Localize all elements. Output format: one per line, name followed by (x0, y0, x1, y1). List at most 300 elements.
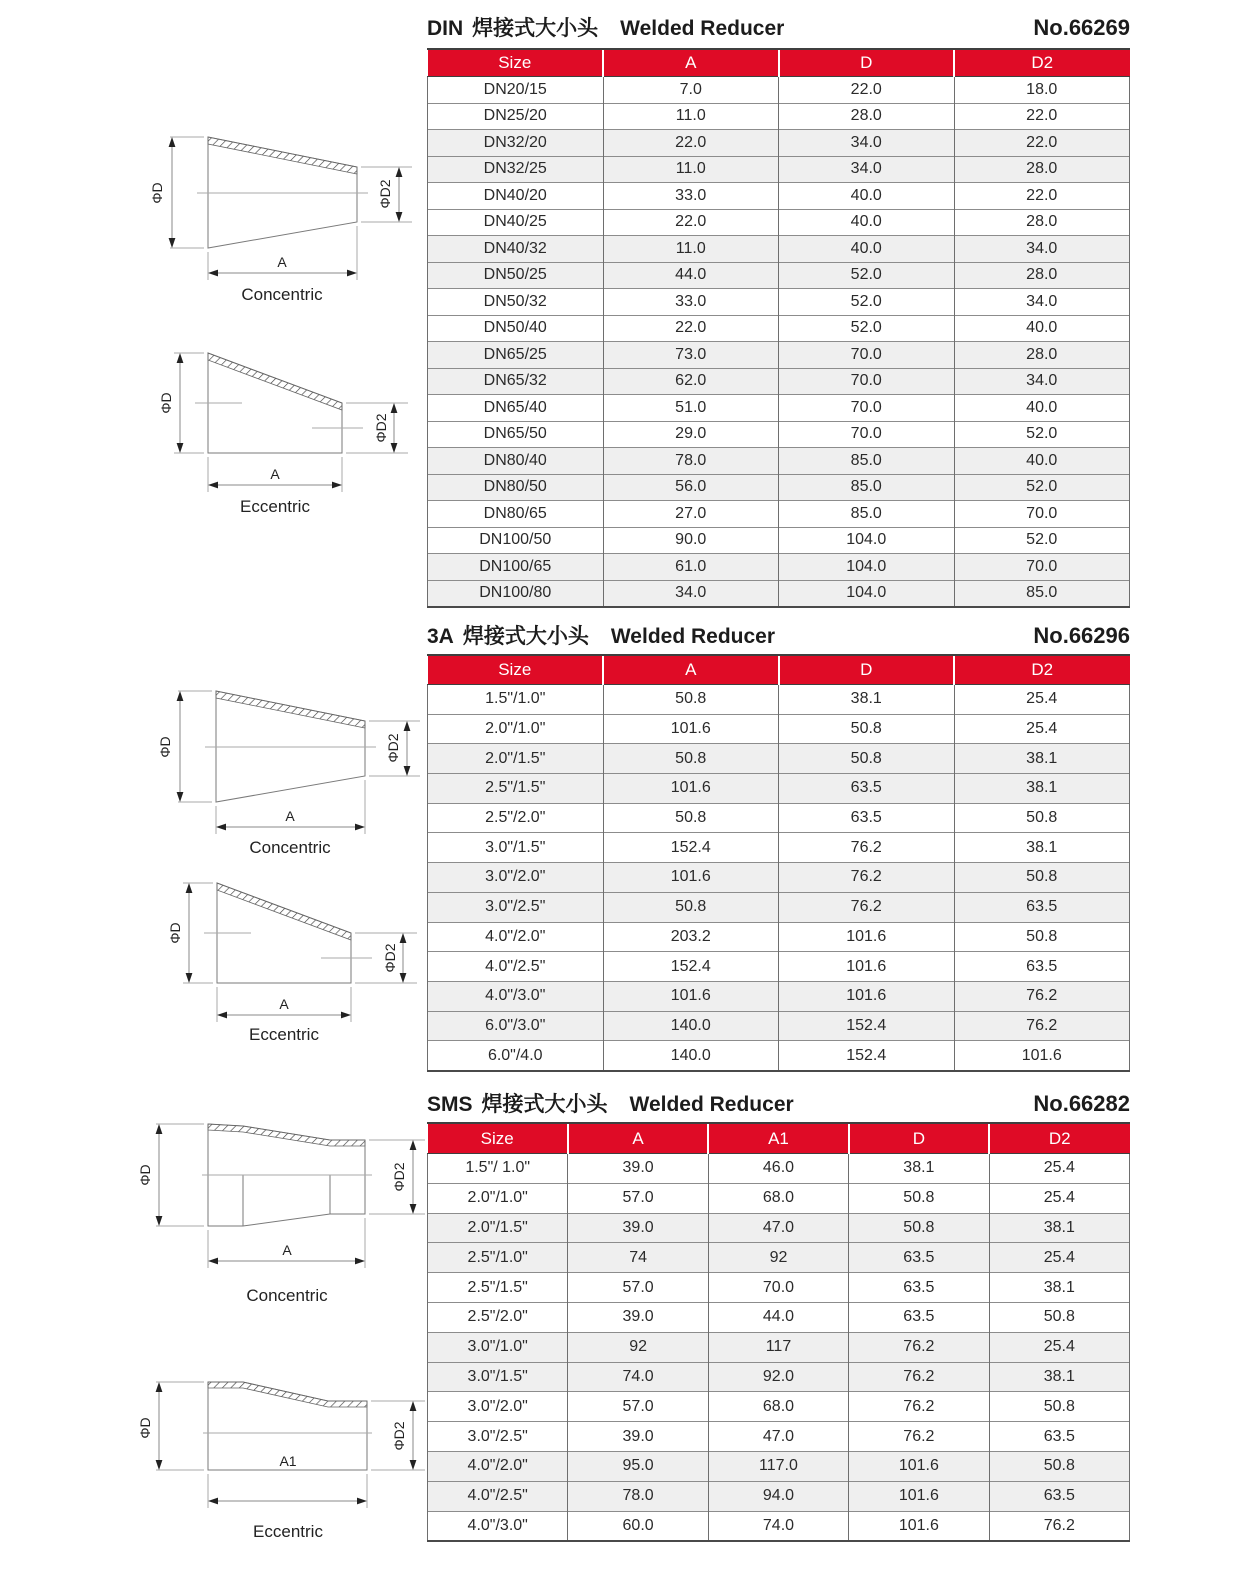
table-row (428, 421, 1130, 448)
cell: 90.0 (603, 527, 779, 554)
cell: DN50/25 (428, 262, 604, 289)
column-header: D (849, 1124, 989, 1154)
cell: 50.8 (779, 744, 955, 774)
table-row (428, 1362, 1130, 1392)
cell: 33.0 (603, 183, 779, 210)
diagram-caption: Eccentric (253, 1522, 323, 1541)
cell: 76.2 (849, 1392, 989, 1422)
cell: 2.5"/1.5" (428, 1273, 568, 1303)
cell: 70.0 (954, 501, 1130, 528)
cell: 38.1 (989, 1273, 1129, 1303)
cell: 152.4 (603, 833, 779, 863)
cell: 52.0 (779, 315, 955, 342)
cell: 94.0 (708, 1481, 848, 1511)
din-reducer-table (427, 50, 1130, 608)
cell: 57.0 (568, 1273, 708, 1303)
cell: 25.4 (989, 1243, 1129, 1273)
cell: 4.0"/2.0" (428, 922, 604, 952)
catalog-number: No.66296 (1033, 623, 1130, 648)
a-label: A (285, 808, 295, 824)
table-row (428, 774, 1130, 804)
column-header: Size (428, 50, 604, 77)
cell: 76.2 (954, 1011, 1130, 1041)
phi-d2-label: ΦD2 (373, 413, 389, 443)
cell: 25.4 (989, 1332, 1129, 1362)
table-row (428, 474, 1130, 501)
cell: 152.4 (603, 952, 779, 982)
section-title-sms (427, 1088, 1130, 1118)
cell: 101.6 (779, 952, 955, 982)
column-header: D2 (954, 50, 1130, 77)
cell: 4.0"/2.5" (428, 1481, 568, 1511)
cell: 3.0"/2.0" (428, 863, 604, 893)
section-title-din (427, 12, 1130, 42)
cell: 50.8 (954, 803, 1130, 833)
cell: 50.8 (954, 863, 1130, 893)
cell: 4.0"/3.0" (428, 981, 604, 1011)
header-row (428, 50, 1130, 77)
cell: 57.0 (568, 1183, 708, 1213)
cell: 34.0 (779, 156, 955, 183)
cell: 25.4 (989, 1183, 1129, 1213)
cell: 28.0 (954, 262, 1130, 289)
cell: 74.0 (708, 1511, 848, 1541)
cell: 60.0 (568, 1511, 708, 1541)
cell: 51.0 (603, 395, 779, 422)
cell: 40.0 (779, 209, 955, 236)
cell: 28.0 (954, 156, 1130, 183)
cell: 117.0 (708, 1451, 848, 1481)
cell: 74.0 (568, 1362, 708, 1392)
cell: 1.5"/ 1.0" (428, 1154, 568, 1184)
cell: 52.0 (954, 421, 1130, 448)
3a-reducer-table (427, 656, 1130, 1072)
table-header (428, 50, 1130, 77)
cell: 34.0 (779, 130, 955, 157)
phi-d-label: ΦD (157, 736, 173, 758)
cell: 22.0 (603, 130, 779, 157)
cell: 3.0"/1.5" (428, 833, 604, 863)
column-header: D (779, 656, 955, 685)
cell: 76.2 (779, 892, 955, 922)
title-english: Welded Reducer (620, 17, 785, 40)
table-row (428, 1273, 1130, 1303)
cell: DN100/80 (428, 580, 604, 607)
cell: 50.8 (849, 1183, 989, 1213)
cell: 2.5"/1.5" (428, 774, 604, 804)
table-row (428, 183, 1130, 210)
cell: 40.0 (954, 448, 1130, 475)
cell: 85.0 (779, 448, 955, 475)
cell: 95.0 (568, 1451, 708, 1481)
diagram-caption: Concentric (246, 1286, 328, 1305)
cell: 25.4 (954, 685, 1130, 715)
table-row (428, 1511, 1130, 1541)
3a-table-wrap (427, 654, 1130, 1072)
table-row (428, 156, 1130, 183)
cell: 28.0 (779, 103, 955, 130)
cell: 22.0 (954, 183, 1130, 210)
cell: 70.0 (708, 1273, 848, 1303)
cell: 2.0"/1.5" (428, 744, 604, 774)
section-title-3a (427, 620, 1130, 650)
cell: 44.0 (708, 1302, 848, 1332)
cell: DN32/20 (428, 130, 604, 157)
a-label: A (282, 1242, 292, 1258)
cell: 34.0 (954, 236, 1130, 263)
table-row (428, 1243, 1130, 1273)
phi-d2-label: ΦD2 (377, 179, 393, 209)
column-header: Size (428, 1124, 568, 1154)
sms-table-wrap (427, 1122, 1130, 1542)
cell: 22.0 (954, 130, 1130, 157)
cell: 50.8 (603, 685, 779, 715)
din-eccentric-diagram (120, 330, 430, 500)
column-header: Size (428, 656, 604, 685)
cell: 34.0 (954, 289, 1130, 316)
table-row (428, 714, 1130, 744)
cell: 73.0 (603, 342, 779, 369)
cell: 11.0 (603, 236, 779, 263)
cell: 38.1 (989, 1362, 1129, 1392)
cell: 46.0 (708, 1154, 848, 1184)
cell: DN50/40 (428, 315, 604, 342)
cell: 63.5 (989, 1481, 1129, 1511)
cell: 40.0 (779, 183, 955, 210)
cell: 50.8 (603, 744, 779, 774)
cell: 63.5 (779, 803, 955, 833)
cell: 152.4 (779, 1011, 955, 1041)
cell: 6.0"/4.0 (428, 1041, 604, 1071)
cell: 2.5"/2.0" (428, 1302, 568, 1332)
cell: 33.0 (603, 289, 779, 316)
cell: 92 (568, 1332, 708, 1362)
cell: 50.8 (779, 714, 955, 744)
table-row (428, 448, 1130, 475)
table-row (428, 1451, 1130, 1481)
cell: 52.0 (954, 527, 1130, 554)
table-row (428, 685, 1130, 715)
table-row (428, 1302, 1130, 1332)
cell: 2.0"/1.5" (428, 1213, 568, 1243)
cell: 3.0"/2.5" (428, 1422, 568, 1452)
table-row (428, 1154, 1130, 1184)
table-row (428, 527, 1130, 554)
cell: 38.1 (779, 685, 955, 715)
cell: DN20/15 (428, 77, 604, 104)
cell: 76.2 (779, 863, 955, 893)
cell: 2.5"/1.0" (428, 1243, 568, 1273)
title-chinese: 焊接式大小头 (472, 17, 599, 40)
cell: 85.0 (779, 474, 955, 501)
table-row (428, 1481, 1130, 1511)
sms-eccentric-diagram (100, 1340, 430, 1515)
column-header: D2 (989, 1124, 1129, 1154)
diagram-caption: Concentric (241, 285, 323, 304)
cell: DN65/50 (428, 421, 604, 448)
cell: 117 (708, 1332, 848, 1362)
cell: DN32/25 (428, 156, 604, 183)
table-body (428, 1154, 1130, 1542)
cell: 76.2 (849, 1362, 989, 1392)
cell: 63.5 (989, 1422, 1129, 1452)
table-body (428, 685, 1130, 1071)
cell: 70.0 (779, 421, 955, 448)
table-row (428, 1041, 1130, 1071)
cell: DN40/25 (428, 209, 604, 236)
table-row (428, 554, 1130, 581)
table-row (428, 922, 1130, 952)
table-row (428, 262, 1130, 289)
cell: 38.1 (849, 1154, 989, 1184)
cell: 74 (568, 1243, 708, 1273)
a1-label: A1 (279, 1453, 297, 1469)
phi-d-label: ΦD (137, 1164, 153, 1186)
cell: 203.2 (603, 922, 779, 952)
table-row (428, 236, 1130, 263)
table-row (428, 1011, 1130, 1041)
a-label: A (279, 996, 289, 1012)
cell: 92 (708, 1243, 848, 1273)
cell: 22.0 (603, 209, 779, 236)
cell: 56.0 (603, 474, 779, 501)
column-header: D2 (954, 656, 1130, 685)
table-body (428, 77, 1130, 608)
cell: 101.6 (849, 1511, 989, 1541)
table-row (428, 342, 1130, 369)
a-label: A (277, 254, 287, 270)
cell: 85.0 (779, 501, 955, 528)
sms-concentric-diagram (100, 1100, 430, 1275)
table-row (428, 981, 1130, 1011)
cell: 25.4 (954, 714, 1130, 744)
cell: 68.0 (708, 1392, 848, 1422)
header-row (428, 656, 1130, 685)
table-row (428, 892, 1130, 922)
table-row (428, 1213, 1130, 1243)
cell: 11.0 (603, 103, 779, 130)
cell: 76.2 (989, 1511, 1129, 1541)
cell: 76.2 (779, 833, 955, 863)
cell: 101.6 (779, 981, 955, 1011)
cell: DN40/20 (428, 183, 604, 210)
cell: 50.8 (603, 803, 779, 833)
cell: 18.0 (954, 77, 1130, 104)
cell: 50.8 (989, 1392, 1129, 1422)
cell: 140.0 (603, 1041, 779, 1071)
3a-eccentric-diagram (129, 860, 439, 1030)
table-row (428, 395, 1130, 422)
cell: 78.0 (603, 448, 779, 475)
title-english: Welded Reducer (610, 625, 776, 648)
cell: 22.0 (779, 77, 955, 104)
column-header: A (568, 1124, 708, 1154)
cell: 63.5 (954, 952, 1130, 982)
column-header: D (779, 50, 955, 77)
cell: 4.0"/2.0" (428, 1451, 568, 1481)
cell: 63.5 (849, 1243, 989, 1273)
table-row (428, 863, 1130, 893)
cell: DN65/40 (428, 395, 604, 422)
cell: 140.0 (603, 1011, 779, 1041)
cell: 2.0"/1.0" (428, 714, 604, 744)
cell: 44.0 (603, 262, 779, 289)
phi-d2-label: ΦD2 (385, 733, 401, 763)
cell: 28.0 (954, 342, 1130, 369)
cell: 57.0 (568, 1392, 708, 1422)
cell: 7.0 (603, 77, 779, 104)
cell: 70.0 (779, 395, 955, 422)
cell: 104.0 (779, 527, 955, 554)
cell: DN100/50 (428, 527, 604, 554)
cell: 38.1 (954, 833, 1130, 863)
cell: 50.8 (989, 1451, 1129, 1481)
cell: DN65/32 (428, 368, 604, 395)
diagram-caption: Eccentric (240, 497, 310, 516)
catalog-number: No.66282 (1033, 1091, 1130, 1116)
diagram-caption: Concentric (249, 838, 331, 857)
cell: 40.0 (779, 236, 955, 263)
sms-reducer-table (427, 1124, 1130, 1542)
cell: 11.0 (603, 156, 779, 183)
cell: DN25/20 (428, 103, 604, 130)
cell: 63.5 (849, 1302, 989, 1332)
phi-d2-label: ΦD2 (391, 1162, 407, 1192)
table-row (428, 289, 1130, 316)
din-concentric-diagram (120, 110, 430, 290)
cell: 68.0 (708, 1183, 848, 1213)
3a-concentric-diagram (128, 664, 438, 844)
table-row (428, 833, 1130, 863)
table-row (428, 580, 1130, 607)
cell: 1.5"/1.0" (428, 685, 604, 715)
cell: 3.0"/2.0" (428, 1392, 568, 1422)
cell: 61.0 (603, 554, 779, 581)
table-row (428, 1392, 1130, 1422)
cell: 76.2 (954, 981, 1130, 1011)
cell: 50.8 (989, 1302, 1129, 1332)
cell: 2.5"/2.0" (428, 803, 604, 833)
cell: 101.6 (849, 1451, 989, 1481)
cell: 104.0 (779, 554, 955, 581)
diagram-caption: Eccentric (249, 1025, 319, 1044)
cell: 70.0 (779, 342, 955, 369)
cell: 3.0"/1.5" (428, 1362, 568, 1392)
table-row (428, 744, 1130, 774)
phi-d-label: ΦD (158, 392, 174, 414)
cell: 39.0 (568, 1302, 708, 1332)
cell: 63.5 (849, 1273, 989, 1303)
table-row (428, 501, 1130, 528)
cell: 62.0 (603, 368, 779, 395)
cell: 39.0 (568, 1154, 708, 1184)
cell: 25.4 (989, 1154, 1129, 1184)
phi-d-label: ΦD (137, 1417, 153, 1439)
cell: 63.5 (779, 774, 955, 804)
cell: 38.1 (989, 1213, 1129, 1243)
table-row (428, 952, 1130, 982)
cell: 101.6 (849, 1481, 989, 1511)
column-header: A (603, 50, 779, 77)
cell: DN80/65 (428, 501, 604, 528)
cell: 50.8 (954, 922, 1130, 952)
table-row (428, 368, 1130, 395)
cell: 70.0 (954, 554, 1130, 581)
cell: 3.0"/1.0" (428, 1332, 568, 1362)
cell: 101.6 (779, 922, 955, 952)
cell: 104.0 (779, 580, 955, 607)
cell: 39.0 (568, 1213, 708, 1243)
table-header (428, 656, 1130, 685)
cell: 6.0"/3.0" (428, 1011, 604, 1041)
table-row (428, 1422, 1130, 1452)
cell: DN65/25 (428, 342, 604, 369)
cell: DN40/32 (428, 236, 604, 263)
phi-d2-label: ΦD2 (391, 1421, 407, 1451)
cell: 78.0 (568, 1481, 708, 1511)
cell: 52.0 (779, 289, 955, 316)
cell: 40.0 (954, 395, 1130, 422)
cell: 47.0 (708, 1422, 848, 1452)
cell: 34.0 (603, 580, 779, 607)
cell: 22.0 (603, 315, 779, 342)
cell: 101.6 (603, 863, 779, 893)
cell: 3.0"/2.5" (428, 892, 604, 922)
cell: 2.0"/1.0" (428, 1183, 568, 1213)
table-row (428, 803, 1130, 833)
cell: 52.0 (954, 474, 1130, 501)
title-chinese: 焊接式大小头 (462, 625, 589, 648)
cell: 4.0"/2.5" (428, 952, 604, 982)
din-table-wrap (427, 48, 1130, 608)
cell: 101.6 (603, 774, 779, 804)
cell: 38.1 (954, 744, 1130, 774)
table-row (428, 130, 1130, 157)
cell: 38.1 (954, 774, 1130, 804)
cell: DN50/32 (428, 289, 604, 316)
cell: 152.4 (779, 1041, 955, 1071)
cell: 50.8 (603, 892, 779, 922)
phi-d2-label: ΦD2 (382, 943, 398, 973)
cell: DN80/40 (428, 448, 604, 475)
column-header: A (603, 656, 779, 685)
cell: 92.0 (708, 1362, 848, 1392)
cell: 50.8 (849, 1213, 989, 1243)
table-row (428, 209, 1130, 236)
cell: 22.0 (954, 103, 1130, 130)
title-chinese: 焊接式大小头 (481, 1093, 608, 1116)
cell: 39.0 (568, 1422, 708, 1452)
table-row (428, 1183, 1130, 1213)
table-row (428, 1332, 1130, 1362)
cell: 28.0 (954, 209, 1130, 236)
phi-d-label: ΦD (167, 922, 183, 944)
cell: 40.0 (954, 315, 1130, 342)
table-row (428, 77, 1130, 104)
cell: 101.6 (603, 714, 779, 744)
title-english: Welded Reducer (629, 1093, 794, 1116)
cell: 76.2 (849, 1422, 989, 1452)
cell: DN100/65 (428, 554, 604, 581)
table-row (428, 315, 1130, 342)
cell: 4.0"/3.0" (428, 1511, 568, 1541)
standard-code: DIN (427, 17, 464, 40)
standard-code: SMS (427, 1093, 473, 1116)
cell: 47.0 (708, 1213, 848, 1243)
table-row (428, 103, 1130, 130)
cell: DN80/50 (428, 474, 604, 501)
cell: 27.0 (603, 501, 779, 528)
